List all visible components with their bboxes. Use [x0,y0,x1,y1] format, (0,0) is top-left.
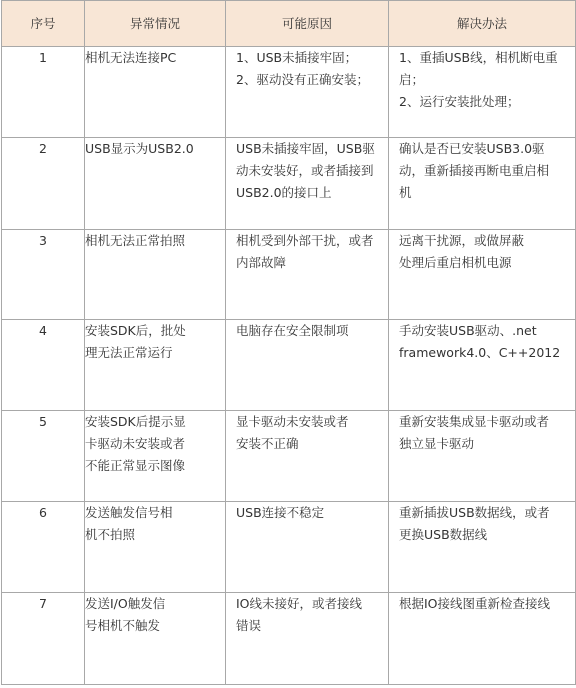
cause-cell: 1、USB未插接牢固； 2、驱动没有正确安装； [226,47,389,138]
table-row [2,411,576,502]
table-row [2,138,576,230]
issue-cell: 发送触发信号相 机不拍照 [85,502,226,593]
row-number: 4 [2,320,85,411]
issue-cell: 安装SDK后，批处 理无法正常运行 [85,320,226,411]
solution-cell: 重新插拔USB数据线，或者 更换USB数据线 [389,502,576,593]
troubleshooting-table [1,0,576,685]
solution-cell: 1、重插USB线，相机断电重 启； 2、运行安装批处理； [389,47,576,138]
table-row [2,502,576,593]
table-row [2,593,576,685]
header-no: 序号 [2,1,85,47]
cause-cell: 电脑存在安全限制项 [226,320,389,411]
issue-cell: 相机无法连接PC [85,47,226,138]
row-number: 1 [2,47,85,138]
row-number: 2 [2,138,85,230]
solution-cell: 手动安装USB驱动、.net framework4.0、C++2012 [389,320,576,411]
header-issue: 异常情况 [85,1,226,47]
issue-cell: 相机无法正常拍照 [85,230,226,320]
solution-cell: 确认是否已安装USB3.0驱 动，重新插接再断电重启相 机 [389,138,576,230]
cause-cell: USB未插接牢固，USB驱 动未安装好，或者插接到 USB2.0的接口上 [226,138,389,230]
solution-cell: 根据IO接线图重新检查接线 [389,593,576,685]
cause-cell: USB连接不稳定 [226,502,389,593]
issue-cell: 安装SDK后提示显 卡驱动未安装或者 不能正常显示图像 [85,411,226,502]
solution-cell: 重新安装集成显卡驱动或者 独立显卡驱动 [389,411,576,502]
table-row [2,230,576,320]
solution-cell: 远离干扰源，或做屏蔽 处理后重启相机电源 [389,230,576,320]
cause-cell: 相机受到外部干扰，或者 内部故障 [226,230,389,320]
row-number: 3 [2,230,85,320]
table-row [2,47,576,138]
table-header-row [2,1,576,47]
cause-cell: IO线未接好，或者接线 错误 [226,593,389,685]
issue-cell: 发送I/O触发信 号相机不触发 [85,593,226,685]
row-number: 6 [2,502,85,593]
table-row [2,320,576,411]
issue-cell: USB显示为USB2.0 [85,138,226,230]
header-cause: 可能原因 [226,1,389,47]
row-number: 5 [2,411,85,502]
cause-cell: 显卡驱动未安装或者 安装不正确 [226,411,389,502]
header-solution: 解决办法 [389,1,576,47]
row-number: 7 [2,593,85,685]
